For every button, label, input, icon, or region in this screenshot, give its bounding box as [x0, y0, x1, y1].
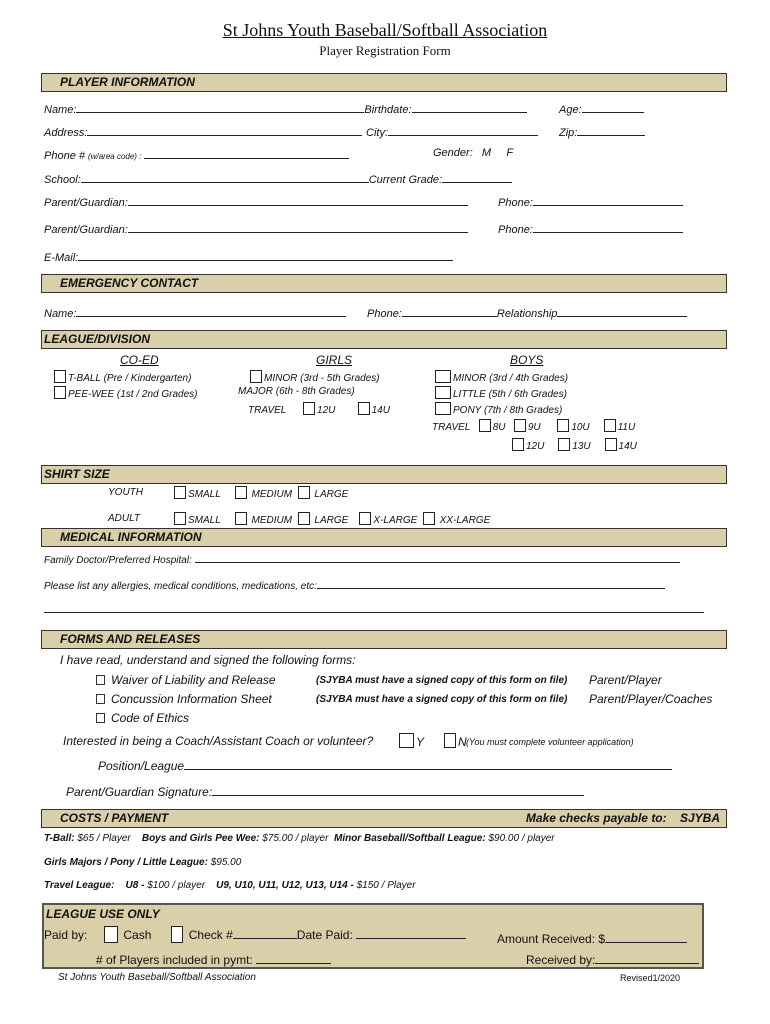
- concussion-note: (SJYBA must have a signed copy of this form on file): [316, 694, 568, 705]
- checkbox[interactable]: [96, 694, 105, 704]
- boys-heading: BOYS: [510, 353, 544, 367]
- waiver-note: (SJYBA must have a signed copy of this form on file): [316, 675, 568, 686]
- section-medical-information: MEDICAL INFORMATION: [41, 528, 727, 547]
- code-of-ethics-checkbox[interactable]: Code of Ethics: [96, 711, 189, 725]
- parent-guardian-1-field[interactable]: Parent/Guardian:: [44, 194, 468, 209]
- footer-revised: Revised1/2020: [620, 973, 681, 983]
- youth-label: YOUTH: [108, 487, 143, 498]
- league-use-heading: LEAGUE USE ONLY: [46, 907, 160, 921]
- checkbox[interactable]: [359, 512, 371, 525]
- checkbox[interactable]: [558, 438, 570, 451]
- checkbox[interactable]: [604, 419, 616, 432]
- form-subtitle: Player Registration Form: [319, 43, 451, 58]
- city-field[interactable]: City:: [366, 124, 538, 139]
- school-field[interactable]: School: Current Grade:: [44, 171, 512, 186]
- youth-sizes[interactable]: SMALL MEDIUM LARGE: [174, 486, 348, 500]
- emergency-name-field[interactable]: Name:: [44, 305, 346, 320]
- cost-line-3: Travel League: U8 - $100 / player U9, U10, U11, U12, U13, U14 - $150 / Player: [44, 880, 416, 891]
- boys-minor-checkbox[interactable]: MINOR (3rd / 4th Grades): [435, 370, 568, 384]
- doctor-field[interactable]: Family Doctor/Preferred Hospital:: [44, 551, 680, 566]
- checkbox[interactable]: [235, 512, 247, 525]
- parent-phone-1-field[interactable]: Phone:: [498, 194, 683, 209]
- phone-field[interactable]: Phone # (w/area code) :: [44, 147, 349, 162]
- players-included-field[interactable]: # of Players included in pymt:: [96, 951, 331, 967]
- checkbox[interactable]: [358, 402, 370, 415]
- checkbox[interactable]: [298, 486, 310, 499]
- checkbox[interactable]: [512, 438, 524, 451]
- checkbox[interactable]: [399, 733, 414, 748]
- waiver-who: Parent/Player: [589, 673, 662, 687]
- girls-major-label: MAJOR (6th - 8th Grades): [238, 386, 355, 397]
- checkbox[interactable]: [250, 370, 262, 383]
- concussion-who: Parent/Player/Coaches: [589, 692, 713, 706]
- waiver-checkbox[interactable]: Waiver of Liability and Release: [96, 673, 276, 687]
- zip-field[interactable]: Zip:: [559, 124, 645, 139]
- amount-received-field[interactable]: Amount Received: $: [497, 930, 687, 946]
- checkbox[interactable]: [435, 386, 451, 399]
- age-field[interactable]: Age:: [559, 101, 644, 116]
- section-costs-payment: COSTS / PAYMENT Make checks payable to: SJYBA: [41, 809, 727, 828]
- section-player-information: PLAYER INFORMATION: [41, 73, 727, 92]
- parent-guardian-2-field[interactable]: Parent/Guardian:: [44, 221, 468, 236]
- checkbox[interactable]: [174, 512, 186, 525]
- checkbox[interactable]: [479, 419, 491, 432]
- parent-phone-2-field[interactable]: Phone:: [498, 221, 683, 236]
- section-shirt-size: SHIRT SIZE: [41, 465, 727, 484]
- checkbox[interactable]: [298, 512, 310, 525]
- checkbox[interactable]: [174, 486, 186, 499]
- girls-heading: GIRLS: [316, 353, 353, 367]
- signature-field[interactable]: Parent/Guardian Signature:: [66, 783, 584, 799]
- checkbox[interactable]: [423, 512, 435, 525]
- coach-question: Interested in being a Coach/Assistant Coach or volunteer?: [63, 734, 374, 748]
- boys-travel-row2[interactable]: 12U 13U 14U: [512, 438, 637, 452]
- received-by-field[interactable]: Received by:: [526, 951, 699, 967]
- concussion-checkbox[interactable]: Concussion Information Sheet: [96, 692, 272, 706]
- boys-pony-checkbox[interactable]: PONY (7th / 8th Grades): [435, 402, 562, 416]
- paid-by-row[interactable]: Paid by: Cash Check # Date Paid:: [44, 926, 466, 943]
- boys-travel-row1[interactable]: TRAVEL 8U 9U 10U 11U: [432, 419, 635, 433]
- boys-little-checkbox[interactable]: LITTLE (5th / 6th Grades): [435, 386, 567, 400]
- checkbox[interactable]: [54, 370, 66, 383]
- coed-peewee-checkbox[interactable]: PEE-WEE (1st / 2nd Grades): [54, 386, 198, 400]
- section-league-division: LEAGUE/DIVISION: [41, 330, 727, 349]
- checkbox[interactable]: [235, 486, 247, 499]
- checkbox[interactable]: [96, 675, 105, 685]
- checkbox[interactable]: [96, 713, 105, 723]
- coed-heading: CO-ED: [120, 353, 159, 367]
- adult-sizes[interactable]: SMALL MEDIUM LARGE X-LARGE XX-LARGE: [174, 512, 490, 526]
- section-forms-releases: FORMS AND RELEASES: [41, 630, 727, 649]
- coed-tball-checkbox[interactable]: T-BALL (Pre / Kindergarten): [54, 370, 191, 384]
- cash-checkbox[interactable]: [104, 926, 118, 943]
- check-checkbox[interactable]: [171, 926, 183, 943]
- allergies-line-2[interactable]: [44, 601, 704, 613]
- cost-line-1: T-Ball: $65 / Player Boys and Girls Pee Wee: $75.00 / player Minor Baseball/Softball League: $90.00 / player: [44, 833, 555, 844]
- section-emergency-contact: EMERGENCY CONTACT: [41, 274, 727, 293]
- checkbox[interactable]: [444, 733, 456, 748]
- form-title: St Johns Youth Baseball/Softball Association: [222, 20, 548, 40]
- checkbox[interactable]: [303, 402, 315, 415]
- forms-intro: I have read, understand and signed the following forms:: [60, 653, 356, 667]
- coach-yes-no[interactable]: Y N: [399, 733, 467, 749]
- cost-line-2: Girls Majors / Pony / Little League: $95.00: [44, 857, 242, 868]
- checkbox[interactable]: [435, 370, 451, 383]
- allergies-field[interactable]: Please list any allergies, medical conditions, medications, etc:: [44, 577, 665, 592]
- player-name-field[interactable]: Name: Birthdate:: [44, 101, 527, 116]
- email-field[interactable]: E-Mail:: [44, 249, 453, 264]
- checkbox[interactable]: [54, 386, 66, 399]
- position-league-field[interactable]: Position/League: [98, 757, 672, 773]
- girls-minor-checkbox[interactable]: MINOR (3rd - 5th Grades): [250, 370, 380, 384]
- girls-travel[interactable]: TRAVEL 12U 14U: [248, 402, 390, 416]
- checkbox[interactable]: [557, 419, 569, 432]
- checkbox[interactable]: [435, 402, 451, 415]
- footer-org: St Johns Youth Baseball/Softball Association: [58, 972, 256, 983]
- checkbox[interactable]: [605, 438, 617, 451]
- address-field[interactable]: Address:: [44, 124, 362, 139]
- adult-label: ADULT: [108, 513, 141, 524]
- payee: SJYBA: [679, 811, 720, 825]
- coach-note: (You must complete volunteer application): [466, 737, 634, 747]
- gender-field[interactable]: Gender: M F: [433, 147, 514, 159]
- checkbox[interactable]: [514, 419, 526, 432]
- emergency-phone-field[interactable]: Phone: Relationship: [367, 305, 687, 320]
